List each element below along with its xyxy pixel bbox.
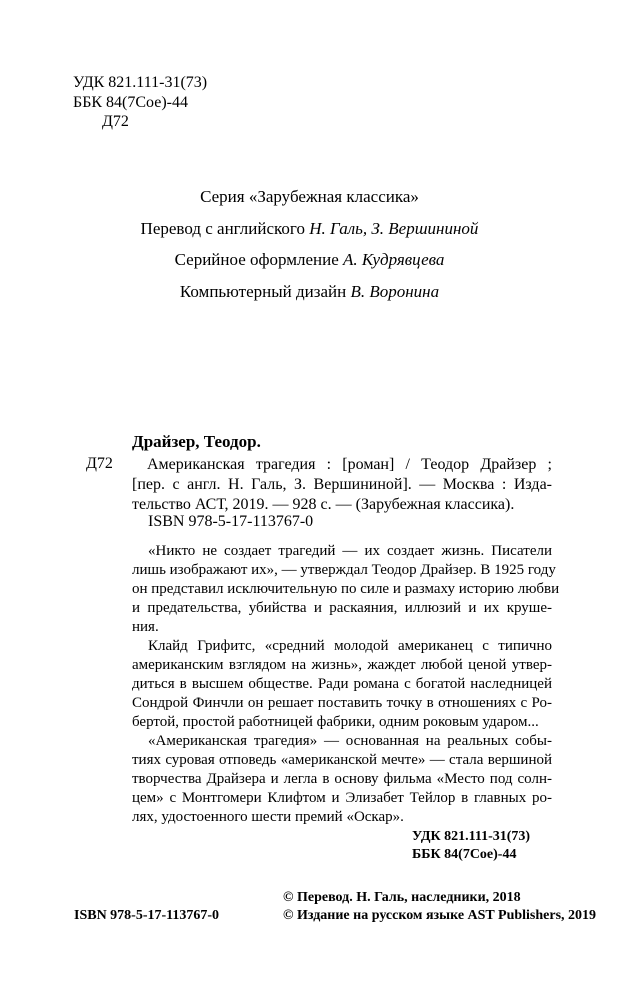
annotation-line: «Никто не создает трагедий — их создает жизнь. Писатели	[148, 543, 552, 559]
annotation-line: лях, удостоенного шести премий «Оскар».	[132, 809, 404, 825]
annotation-line: Сондрой Финчли он решает поставить точку в отношениях с Ро-	[132, 695, 552, 711]
serial-design-prefix: Серийное оформление	[174, 250, 344, 269]
author-mark-biblio: Д72	[86, 455, 113, 472]
annotation-line: «Американская трагедия» — основанная на реальных собы-	[148, 733, 552, 749]
annotation-line: диться в высшем обществе. Ради романа с богатой наследницей	[132, 676, 552, 692]
computer-design-prefix: Компьютерный дизайн	[179, 282, 351, 301]
computer-design-line	[0, 282, 619, 302]
annotation-line: Клайд Грифитс, «средний молодой американец с типично	[148, 638, 552, 654]
annotation-line: цем» с Монтгомери Клифтом и Элизабет Тейлор в главных ро-	[132, 790, 552, 806]
isbn-biblio: ISBN 978-5-17-113767-0	[148, 513, 314, 530]
annotation	[132, 542, 560, 827]
bbk-code-top: ББК 84(7Сое)-44	[73, 94, 188, 111]
author-mark-top: Д72	[102, 113, 129, 130]
bibliographic-description	[132, 455, 552, 515]
udk-code-bottom: УДК 821.111-31(73)	[412, 829, 531, 844]
isbn-footer: ISBN 978-5-17-113767-0	[74, 908, 220, 923]
copyright-edition: © Издание на русском языке AST Publishers, 2019	[283, 908, 597, 923]
biblio-line: [пер. с англ. Н. Галь, З. Вершининой]. — Москва : Изда-	[132, 476, 552, 493]
annotation-line: творчества Драйзера и легла в основу фильма «Место под солн-	[132, 771, 552, 787]
annotation-line: лишь изображают их», — утверждал Теодор Драйзер. В 1925 году	[132, 562, 556, 578]
annotation-line: ния.	[132, 619, 159, 635]
udk-code-top: УДК 821.111-31(73)	[73, 74, 208, 91]
bbk-code-bottom: ББК 84(7Сое)-44	[412, 847, 517, 862]
biblio-line: тельство АСТ, 2019. — 928 с. — (Зарубежная классика).	[132, 496, 515, 513]
series-line: Серия «Зарубежная классика»	[200, 187, 419, 206]
annotation-line: бертой, простой работницей фабрики, одним роковым ударом...	[132, 714, 539, 730]
annotation-line: и предательства, убийства и раскаяния, иллюзий и их круше-	[132, 600, 552, 616]
serial-design-line	[0, 250, 619, 270]
copyright-translation: © Перевод. Н. Галь, наследники, 2018	[283, 890, 521, 905]
annotation-line: тиях суровая отповедь «американской мечте» — стала вершиной	[132, 752, 552, 768]
biblio-line: Американская трагедия : [роман] / Теодор Драйзер ;	[147, 456, 552, 473]
computer-designer-name: В. Воронина	[350, 282, 440, 301]
annotation-line: он представил исключительную по силе и размаху историю любви	[132, 581, 560, 597]
translation-line	[0, 219, 619, 239]
annotation-line: американским взглядом на жизнь», жаждет любой ценой утвер-	[132, 657, 552, 673]
translation-prefix: Перевод с английского	[140, 219, 310, 238]
serial-designer-name: А. Кудрявцева	[343, 250, 445, 269]
author-heading: Драйзер, Теодор.	[132, 432, 261, 451]
translator-names: Н. Галь, З. Вершининой	[309, 219, 479, 238]
